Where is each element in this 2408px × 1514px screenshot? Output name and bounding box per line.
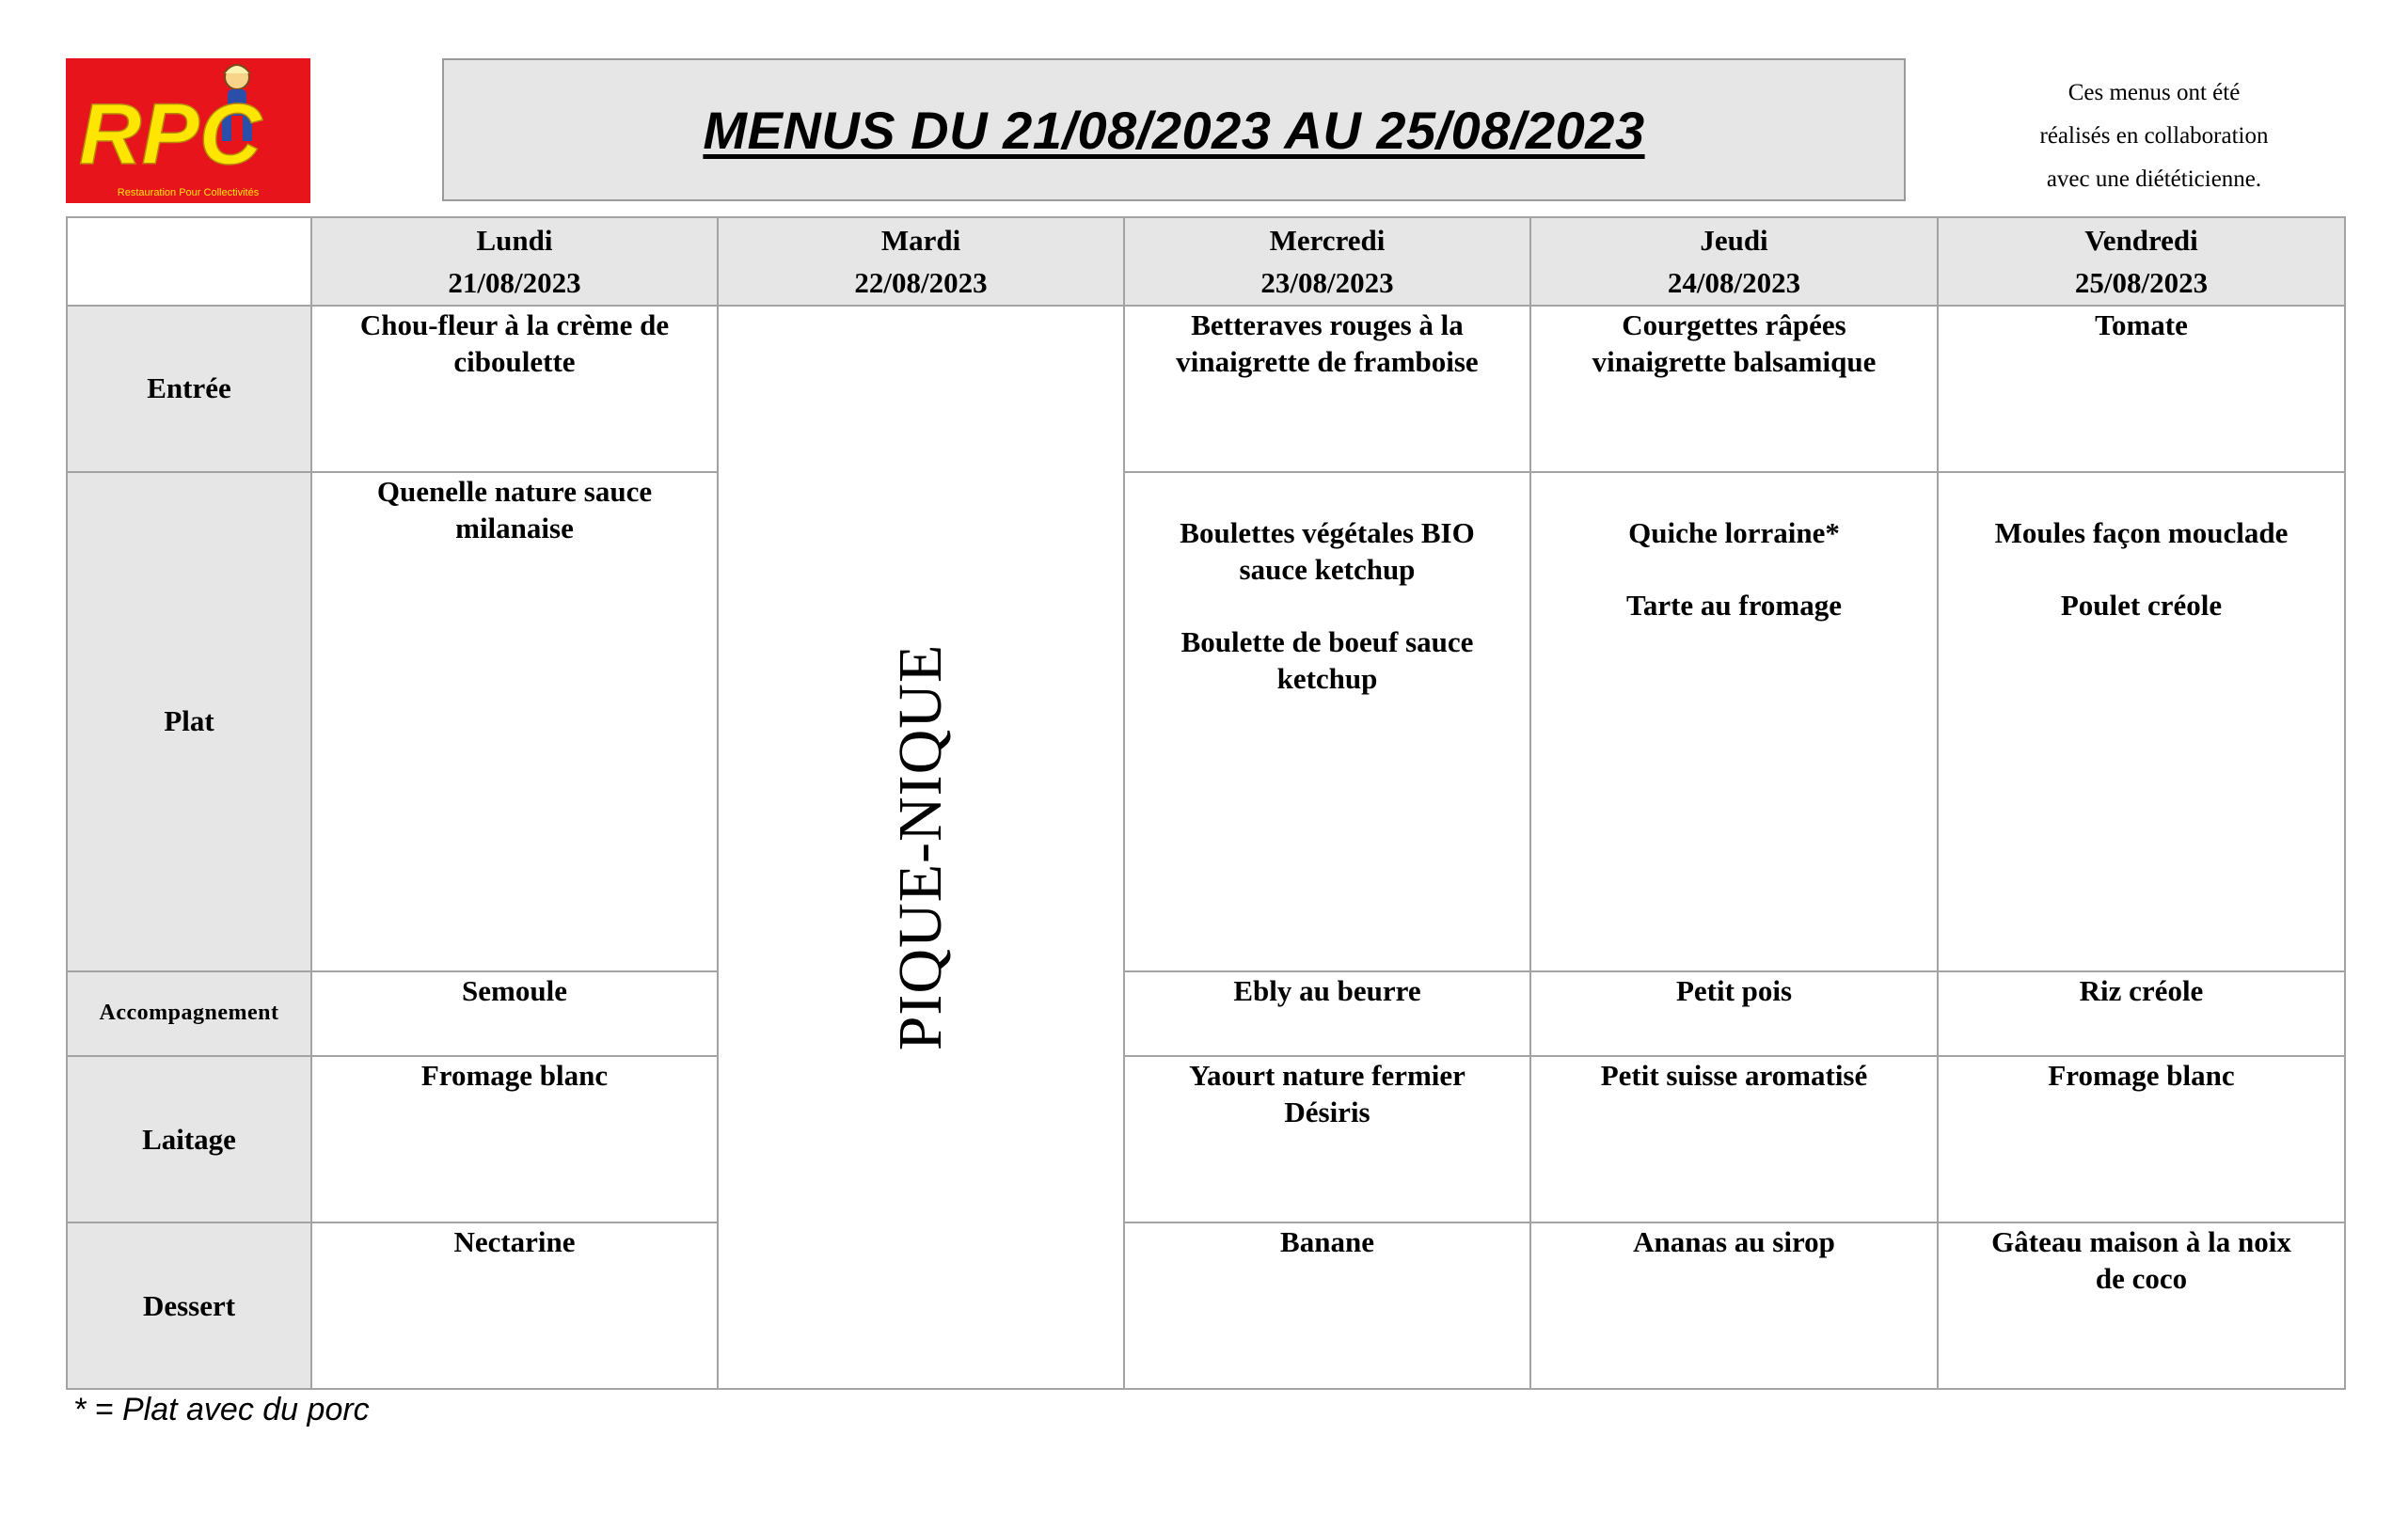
cell-vendredi-laitage	[1938, 1056, 2345, 1222]
day-date: 22/08/2023	[854, 266, 988, 299]
dish-line: ciboulette	[453, 345, 576, 378]
dish-line: Désiris	[1284, 1096, 1370, 1129]
cell-mercredi-plat	[1124, 472, 1530, 971]
cell-jeudi-laitage	[1530, 1056, 1938, 1222]
row-plat	[67, 472, 2345, 971]
dish-line: Gâteau maison à la noix	[1991, 1225, 2291, 1259]
dish-line: Semoule	[462, 973, 567, 1007]
cell-vendredi-accompagnement	[1938, 971, 2345, 1057]
row-label-entree: Entrée	[67, 306, 311, 472]
row-dessert	[67, 1222, 2345, 1389]
dish-line: Ananas au sirop	[1633, 1225, 1835, 1259]
note-line: réalisés en collaboration	[2039, 123, 2269, 149]
dish-line: Quenelle nature sauce	[376, 474, 653, 508]
day-date: 23/08/2023	[1260, 266, 1394, 299]
dish-line: Tomate	[2095, 308, 2188, 341]
cell-vendredi-plat	[1938, 472, 2345, 971]
dish-line: milanaise	[455, 511, 574, 544]
dish-line: Nectarine	[453, 1225, 576, 1259]
row-label-plat: Plat	[67, 472, 311, 971]
row-accompagnement	[67, 971, 2345, 1057]
corner-cell	[67, 217, 311, 306]
day-name: Vendredi	[2084, 224, 2198, 257]
cell-lundi-entree	[311, 306, 718, 472]
dish-line: sauce ketchup	[1239, 552, 1416, 586]
cell-mercredi-laitage	[1124, 1056, 1530, 1222]
option-gap	[1125, 588, 1529, 623]
day-header-mardi	[718, 217, 1124, 306]
dish-line: Chou-fleur à la crème de	[359, 308, 670, 341]
row-laitage	[67, 1056, 2345, 1222]
cell-mardi-picnic	[718, 306, 1124, 1389]
dish-line: de coco	[2095, 1262, 2188, 1296]
day-header-lundi	[311, 217, 718, 306]
title-banner	[442, 58, 1906, 201]
day-name: Jeudi	[1700, 224, 1768, 257]
dish-line: vinaigrette balsamique	[1592, 345, 1877, 378]
option-gap	[1939, 551, 2344, 587]
dish-line: Courgettes râpées	[1622, 308, 1846, 341]
dish-line: Moules façon mouclade	[1994, 515, 2289, 549]
row-label-accompagnement: Accompagnement	[67, 971, 311, 1057]
option-gap	[1531, 551, 1937, 587]
dish-line: Fromage blanc	[420, 1059, 609, 1093]
cell-jeudi-plat	[1530, 472, 1938, 971]
logo-letters: RPC	[79, 87, 262, 182]
cell-mercredi-entree	[1124, 306, 1530, 472]
day-header-jeudi	[1530, 217, 1938, 306]
day-name: Mardi	[880, 224, 961, 257]
cell-lundi-plat	[311, 472, 718, 971]
day-header-vendredi	[1938, 217, 2345, 306]
dish-line: Poulet créole	[2060, 588, 2223, 622]
cell-jeudi-accompagnement	[1530, 971, 1938, 1057]
cell-mercredi-accompagnement	[1124, 971, 1530, 1057]
dish-line: Fromage blanc	[2048, 1059, 2235, 1093]
dish-line: Boulettes végétales BIO	[1180, 515, 1475, 549]
cell-lundi-laitage	[311, 1056, 718, 1222]
day-date: 21/08/2023	[448, 266, 581, 299]
dish-line: Petit suisse aromatisé	[1600, 1059, 1868, 1093]
day-name: Mercredi	[1269, 224, 1386, 257]
day-date: 25/08/2023	[2074, 266, 2209, 299]
day-date: 24/08/2023	[1667, 266, 1801, 299]
pork-footnote: * = Plat avec du porc	[73, 1392, 370, 1427]
dish-line: Boulette de boeuf sauce	[1180, 624, 1474, 658]
row-label-laitage: Laitage	[67, 1056, 311, 1222]
cell-jeudi-dessert	[1530, 1222, 1938, 1389]
dish-line: ketchup	[1276, 661, 1378, 695]
note-line: Ces menus ont été	[2067, 80, 2241, 105]
dish-line: vinaigrette de framboise	[1176, 345, 1479, 378]
day-name: Lundi	[476, 224, 553, 257]
cell-vendredi-dessert	[1938, 1222, 2345, 1389]
cell-mercredi-dessert	[1124, 1222, 1530, 1389]
cell-lundi-accompagnement	[311, 971, 718, 1057]
dish-line: Betteraves rouges à la	[1191, 308, 1464, 341]
row-label-dessert: Dessert	[67, 1222, 311, 1389]
dish-line: Yaourt nature fermier	[1189, 1059, 1465, 1093]
logo-tagline: Restauration Pour Collectivités	[117, 187, 260, 198]
page-title: MENUS DU 21/08/2023 AU 25/08/2023	[703, 100, 1645, 160]
note-line: avec une diététicienne.	[2046, 166, 2262, 192]
menu-table	[66, 216, 2346, 1390]
dish-line: Ebly au beurre	[1233, 973, 1421, 1007]
rpc-logo	[66, 58, 310, 203]
cell-lundi-dessert	[311, 1222, 718, 1389]
dish-line: Quiche lorraine*	[1628, 515, 1840, 549]
dish-line: Tarte au fromage	[1625, 588, 1843, 622]
dish-line: Banane	[1280, 1225, 1374, 1259]
dietitian-note	[1938, 71, 2370, 201]
logo-graphic	[66, 58, 310, 203]
dish-line: Riz créole	[2079, 973, 2204, 1007]
cell-vendredi-entree	[1938, 306, 2345, 472]
header-row	[67, 217, 2345, 306]
day-header-mercredi	[1124, 217, 1530, 306]
picnic-label: PIQUE-NIQUE	[886, 643, 955, 1051]
dish-line: Petit pois	[1675, 973, 1793, 1007]
row-entree	[67, 306, 2345, 472]
cell-jeudi-entree	[1530, 306, 1938, 472]
